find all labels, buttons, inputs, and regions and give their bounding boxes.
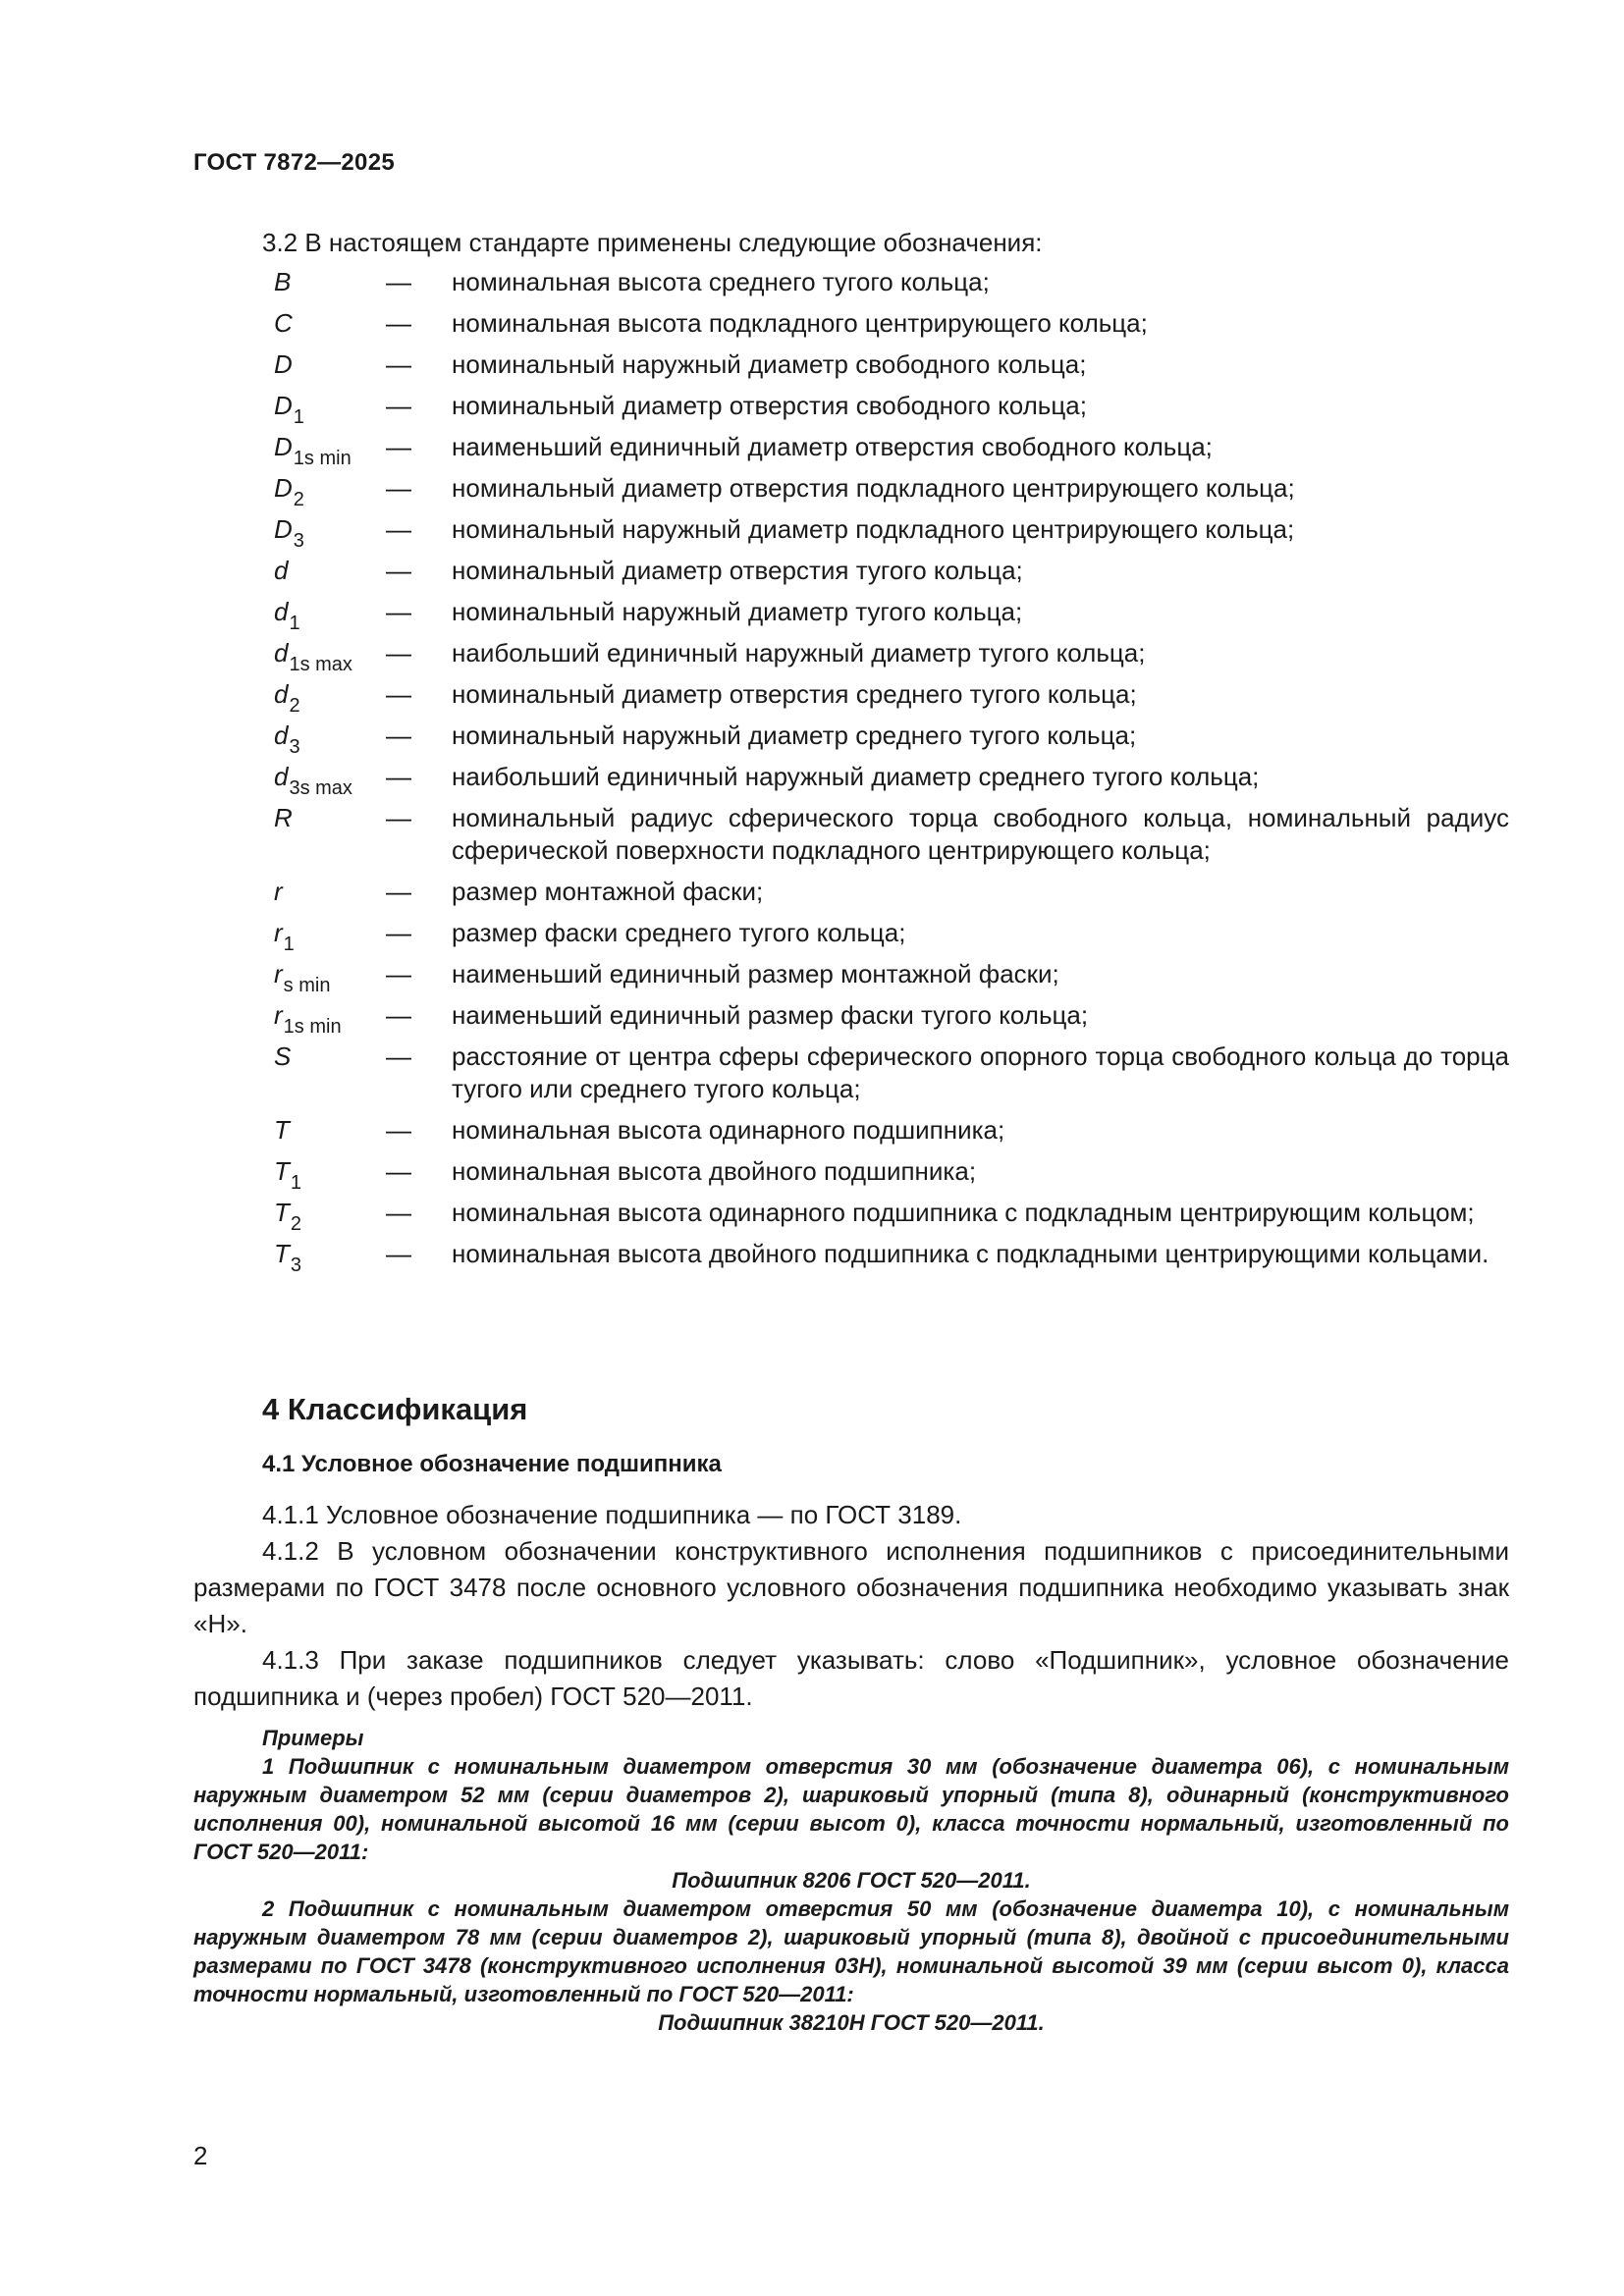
examples-label: Примеры — [262, 1726, 364, 1750]
definition-symbol-subscript: 1 — [289, 613, 300, 634]
definition-dash: — — [386, 267, 411, 296]
definition-symbol-subscript: 1 — [290, 1172, 302, 1194]
definition-row — [262, 472, 1509, 510]
definition-text: номинальная высота одинарного подшипника; — [452, 1115, 1005, 1145]
definition-row — [262, 678, 1509, 717]
definition-text: номинальный диаметр отверстия тугого кольца; — [452, 556, 1023, 585]
definition-symbol: T — [274, 1115, 290, 1145]
definition-row — [262, 720, 1509, 758]
definition-dash: — — [386, 473, 411, 503]
definition-dash: — — [386, 1041, 411, 1071]
definition-row — [262, 1155, 1509, 1194]
definition-symbol: $D_3$ — [274, 514, 304, 552]
definition-dash: — — [386, 959, 411, 988]
definition-dash: — — [386, 391, 411, 420]
definition-text: номинальный наружный диаметр среднего тугого кольца; — [452, 721, 1137, 750]
definition-dash: — — [386, 679, 411, 709]
definition-dash: — — [386, 803, 411, 832]
definition-text: размер фаски среднего тугого кольца; — [452, 918, 906, 947]
example-2-code: Подшипник 38210Н ГОСТ 520—2011. — [658, 2010, 1045, 2035]
definition-text: номинальная высота двойного подшипника с подкладными центрирующими кольцами. — [452, 1239, 1489, 1268]
definition-text: номинальный наружный диаметр подкладного центрирующего кольца; — [452, 514, 1295, 544]
definition-symbol-subscript: 2 — [289, 695, 300, 717]
definition-dash: — — [386, 877, 411, 906]
definition-row — [262, 390, 1509, 428]
definition-row — [262, 348, 1509, 381]
definition-dash: — — [386, 1156, 411, 1186]
definition-symbol: $T_1$ — [274, 1156, 302, 1194]
definition-dash: — — [386, 514, 411, 544]
definition-dash: — — [386, 721, 411, 750]
definition-symbol: $D_1$ — [274, 391, 304, 428]
definition-symbol: r — [274, 877, 283, 906]
definition-text: наименьший единичный размер фаски тугого кольца; — [452, 1000, 1089, 1030]
definition-symbol-subscript: 3 — [289, 736, 300, 758]
definition-symbol-subscript: 3 — [293, 530, 304, 552]
definition-symbol: $d_1$ — [274, 597, 300, 634]
definitions-list — [262, 266, 1509, 1279]
definition-symbol-subscript: 1s min — [283, 1016, 342, 1038]
definition-text: размер монтажной фаски; — [452, 877, 764, 906]
definition-symbol-subscript: s min — [283, 975, 331, 996]
definition-symbol-subscript: 1 — [293, 406, 304, 428]
examples-block — [193, 1724, 1509, 2037]
definition-symbol: $D_{1s min}$ — [274, 432, 352, 469]
definition-dash: — — [386, 1239, 411, 1268]
definition-text: номинальный наружный диаметр свободного кольца; — [452, 349, 1087, 379]
definition-row — [262, 802, 1509, 867]
definition-symbol-subscript: 1s min — [293, 448, 352, 469]
example-2: 2 Подшипник с номинальным диаметром отверстия 50 мм (обозначение диаметра 10), с номинальным наружным диаметром 78 мм (серии диаметров 2), шариковый упорный (типа 8), двойной с присоединительными размерами по ГОСТ 3478 (конструктивного исполнения 03Н), номинальной высотой 39 мм (серии высот 0), класса точности нормальный, изготовленный по ГОСТ 520—2011: — [193, 1896, 1509, 2006]
definition-dash: — — [386, 597, 411, 626]
document-code: ГОСТ 7872—2025 — [193, 149, 396, 176]
definition-dash: — — [386, 432, 411, 461]
definition-dash: — — [386, 1000, 411, 1030]
definition-text: номинальная высота одинарного подшипника с подкладным центрирующим кольцом; — [452, 1198, 1475, 1227]
definition-dash: — — [386, 349, 411, 379]
definition-row — [262, 431, 1509, 469]
definition-text: номинальный радиус сферического торца свободного кольца, номинальный радиус сферической поверхности подкладного центрирующего кольца; — [452, 803, 1509, 865]
definition-row — [262, 1041, 1509, 1105]
paragraph-4-1-2: 4.1.2 В условном обозначении конструктивного исполнения подшипников с присоединительными размерами по ГОСТ 3478 после основного условного обозначения подшипника необходимо указывать знак «Н». — [193, 1536, 1509, 1638]
definition-symbol: R — [274, 803, 293, 832]
definition-symbol: $T_2$ — [274, 1198, 302, 1235]
definition-symbol: $r_1$ — [274, 918, 295, 955]
definition-symbol: C — [274, 308, 293, 338]
definition-dash: — — [386, 638, 411, 667]
definition-row — [262, 1238, 1509, 1276]
definition-symbol-subscript: 3s max — [289, 777, 352, 799]
definition-text: наибольший единичный наружный диаметр тугого кольца; — [452, 638, 1146, 667]
definition-text: наибольший единичный наружный диаметр среднего тугого кольца; — [452, 762, 1260, 791]
definition-row — [262, 917, 1509, 955]
definition-dash: — — [386, 1198, 411, 1227]
definition-symbol: $D_2$ — [274, 473, 304, 510]
definition-row — [262, 266, 1509, 298]
definition-symbol: D — [274, 349, 293, 379]
section-title: 4 Классификация — [262, 1392, 528, 1426]
definition-symbol-subscript: 2 — [290, 1213, 302, 1235]
subsection-title: 4.1 Условное обозначение подшипника — [262, 1451, 722, 1477]
definition-symbol: d — [274, 556, 289, 585]
definition-dash: — — [386, 918, 411, 947]
definition-row — [262, 999, 1509, 1038]
definition-row — [262, 513, 1509, 552]
definition-text: номинальный диаметр отверстия подкладного центрирующего кольца; — [452, 473, 1295, 503]
definition-text: номинальная высота двойного подшипника; — [452, 1156, 977, 1186]
definition-symbol: $r_{1s min}$ — [274, 1000, 342, 1038]
definition-symbol: $d_3$ — [274, 721, 300, 758]
definition-dash: — — [386, 556, 411, 585]
definition-symbol: S — [274, 1041, 292, 1071]
definition-symbol: $d_2$ — [274, 679, 300, 717]
definition-dash: — — [386, 762, 411, 791]
definition-symbol-subscript: 3 — [290, 1255, 302, 1276]
definition-symbol: $r_{s min}$ — [274, 959, 331, 996]
definition-row — [262, 637, 1509, 675]
definition-row — [262, 761, 1509, 799]
definition-symbol-subscript: 1s max — [289, 654, 352, 675]
paragraph-4-1-1: 4.1.1 Условное обозначение подшипника — по ГОСТ 3189. — [262, 1500, 962, 1529]
definition-dash: — — [386, 1115, 411, 1145]
definition-row — [262, 958, 1509, 996]
definition-text: наименьший единичный размер монтажной фаски; — [452, 959, 1059, 988]
definition-symbol: $T_3$ — [274, 1239, 302, 1276]
definition-row — [262, 596, 1509, 634]
definition-text: номинальная высота среднего тугого кольца; — [452, 267, 990, 296]
definition-symbol-subscript: 1 — [283, 934, 295, 955]
definition-row — [262, 307, 1509, 340]
definition-dash: — — [386, 308, 411, 338]
example-1: 1 Подшипник с номинальным диаметром отверстия 30 мм (обозначение диаметра 06), с номинальным наружным диаметром 52 мм (серии диаметров 2), шариковый упорный (типа 8), одинарный (конструктивного исполнения 00), номинальной высотой 16 мм (серии высот 0), класса точности нормальный, изготовленный по ГОСТ 520—2011: — [193, 1754, 1509, 1864]
paragraph-4-1-3: 4.1.3 При заказе подшипников следует указывать: слово «Подшипник», условное обозначение подшипника и (через пробел) ГОСТ 520—2011. — [193, 1645, 1509, 1711]
definition-symbol: $d_{3s max}$ — [274, 762, 352, 799]
definition-text: номинальный диаметр отверстия среднего тугого кольца; — [452, 679, 1137, 709]
example-1-code: Подшипник 8206 ГОСТ 520—2011. — [672, 1868, 1031, 1893]
definition-symbol-subscript: 2 — [293, 489, 304, 510]
definition-row — [262, 876, 1509, 908]
definition-text: номинальный наружный диаметр тугого кольца; — [452, 597, 1023, 626]
page-number: 2 — [193, 2141, 208, 2170]
definition-text: наименьший единичный диаметр отверстия свободного кольца; — [452, 432, 1213, 461]
definition-text: номинальный диаметр отверстия свободного кольца; — [452, 391, 1087, 420]
definition-text: расстояние от центра сферы сферического опорного торца свободного кольца до торца тугого или среднего тугого кольца; — [452, 1041, 1509, 1103]
definition-row — [262, 1114, 1509, 1147]
definition-row — [262, 555, 1509, 587]
definition-row — [262, 1197, 1509, 1235]
definition-symbol: $d_{1s max}$ — [274, 638, 352, 675]
definitions-intro: 3.2 В настоящем стандарте применены следующие обозначения: — [262, 228, 1043, 257]
definition-text: номинальная высота подкладного центрирующего кольца; — [452, 308, 1148, 338]
definition-symbol: B — [274, 267, 292, 296]
